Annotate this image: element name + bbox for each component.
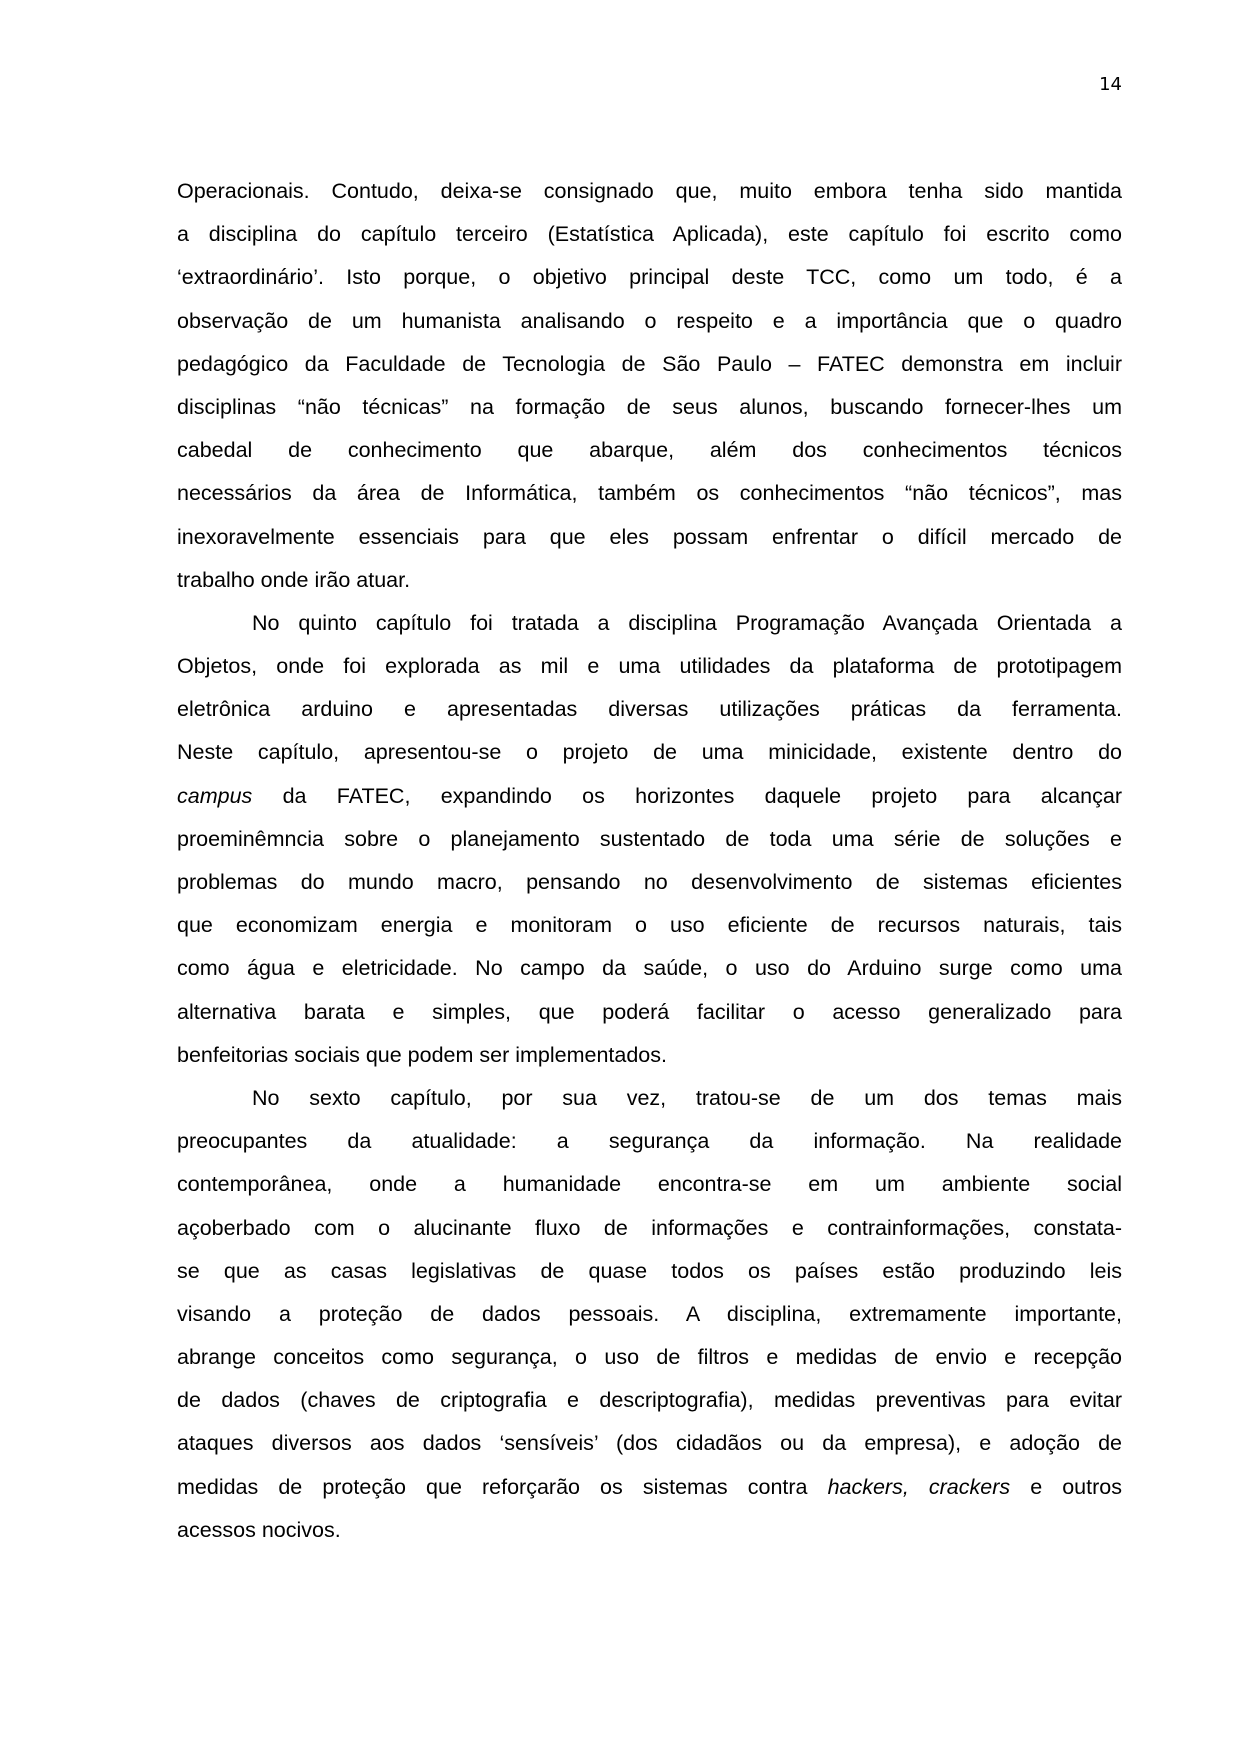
text-line [177,1379,1122,1422]
text-line [177,1077,1122,1120]
text-segment: benfeitorias sociais que podem ser implementados. [177,1042,667,1067]
text-segment: Operacionais. Contudo, deixa-se consignado que, muito embora tenha sido mantida [177,179,1122,203]
text-line [177,861,1122,904]
text-line [177,256,1122,299]
text-line [177,472,1122,515]
text-segment: como água e eletricidade. No campo da saúde, o uso do Arduino surge como uma [177,956,1122,981]
text-segment: proeminêmncia sobre o planejamento sustentado de toda uma série de soluções e [177,826,1122,851]
text-segment: cabedal de conhecimento que abarque, além dos conhecimentos técnicos [177,438,1122,463]
text-line [177,1120,1122,1163]
italic-text: hackers, crackers [827,1474,1011,1499]
text-segment: trabalho onde irão atuar. [177,567,411,592]
paragraph [177,1077,1122,1552]
italic-text: campus [177,783,253,808]
text-segment: visando a proteção de dados pessoais. A disciplina, extremamente importante, [177,1301,1122,1326]
text-line [177,688,1122,731]
text-line [177,1250,1122,1293]
text-line [177,343,1122,386]
text-segment: abrange conceitos como segurança, o uso de filtros e medidas de envio e recepção [177,1345,1122,1370]
text-segment: No quinto capítulo foi tratada a disciplina Programação Avançada Orientada a [252,610,1122,635]
text-segment: ataques diversos aos dados ‘sensíveis’ (dos cidadãos ou da empresa), e adoção de [177,1431,1122,1456]
text-line [177,1207,1122,1250]
text-segment: contemporânea, onde a humanidade encontra-se em um ambiente social [177,1172,1122,1197]
text-line [177,559,1122,602]
text-segment: Neste capítulo, apresentou-se o projeto de uma minicidade, existente dentro do [177,740,1122,765]
text-segment: a disciplina do capítulo terceiro (Estatística Aplicada), este capítulo foi escrito como [177,222,1122,247]
body-text [177,170,1122,1552]
text-line [177,1293,1122,1336]
text-line [177,516,1122,559]
text-line [177,602,1122,645]
text-segment: eletrônica arduino e apresentadas diversas utilizações práticas da ferramenta. [177,697,1122,722]
text-line [177,300,1122,343]
text-segment: de dados (chaves de criptografia e descriptografia), medidas preventivas para evitar [177,1388,1122,1413]
text-segment: inexoravelmente essenciais para que eles possam enfrentar o difícil mercado de [177,524,1122,549]
text-line [177,991,1122,1034]
text-line [177,213,1122,256]
text-line [177,1466,1122,1509]
text-line [177,170,1122,213]
text-segment: acessos nocivos. [177,1517,341,1542]
paragraph [177,602,1122,1077]
text-segment: alternativa barata e simples, que poderá facilitar o acesso generalizado para [177,999,1122,1024]
text-segment: se que as casas legislativas de quase todos os países estão produzindo leis [177,1258,1122,1283]
text-segment: No sexto capítulo, por sua vez, tratou-se de um dos temas mais [252,1085,1122,1110]
text-segment: ‘extraordinário’. Isto porque, o objetivo principal deste TCC, como um todo, é a [177,265,1122,290]
page-number: 14 [1099,74,1122,95]
text-line [177,1422,1122,1465]
text-segment: da FATEC, expandindo os horizontes daquele projeto para alcançar [252,783,1122,808]
text-line [177,775,1122,818]
text-line [177,1509,1122,1552]
text-segment: pedagógico da Faculdade de Tecnologia de São Paulo – FATEC demonstra em incluir [177,351,1122,376]
text-line [177,731,1122,774]
text-segment: disciplinas “não técnicas” na formação de seus alunos, buscando fornecer-lhes um [177,394,1122,419]
paragraph [177,170,1122,602]
text-line [177,947,1122,990]
text-line [177,429,1122,472]
text-segment: problemas do mundo macro, pensando no desenvolvimento de sistemas eficientes [177,870,1122,894]
text-segment: Objetos, onde foi explorada as mil e uma utilidades da plataforma de prototipagem [177,654,1122,679]
text-line [177,1336,1122,1379]
text-segment: medidas de proteção que reforçarão os sistemas contra [177,1474,828,1499]
text-segment: necessários da área de Informática, também os conhecimentos “não técnicos”, mas [177,481,1122,506]
text-line [177,1163,1122,1206]
text-line [177,904,1122,947]
text-segment: açoberbado com o alucinante fluxo de informações e contrainformações, constata- [177,1215,1122,1240]
text-segment: observação de um humanista analisando o respeito e a importância que o quadro [177,308,1122,333]
text-line [177,386,1122,429]
text-segment: que economizam energia e monitoram o uso eficiente de recursos naturais, tais [177,913,1122,938]
text-segment: preocupantes da atualidade: a segurança da informação. Na realidade [177,1129,1122,1154]
text-line [177,1034,1122,1077]
text-line [177,645,1122,688]
text-line [177,818,1122,861]
text-segment: e outros [1010,1474,1122,1499]
